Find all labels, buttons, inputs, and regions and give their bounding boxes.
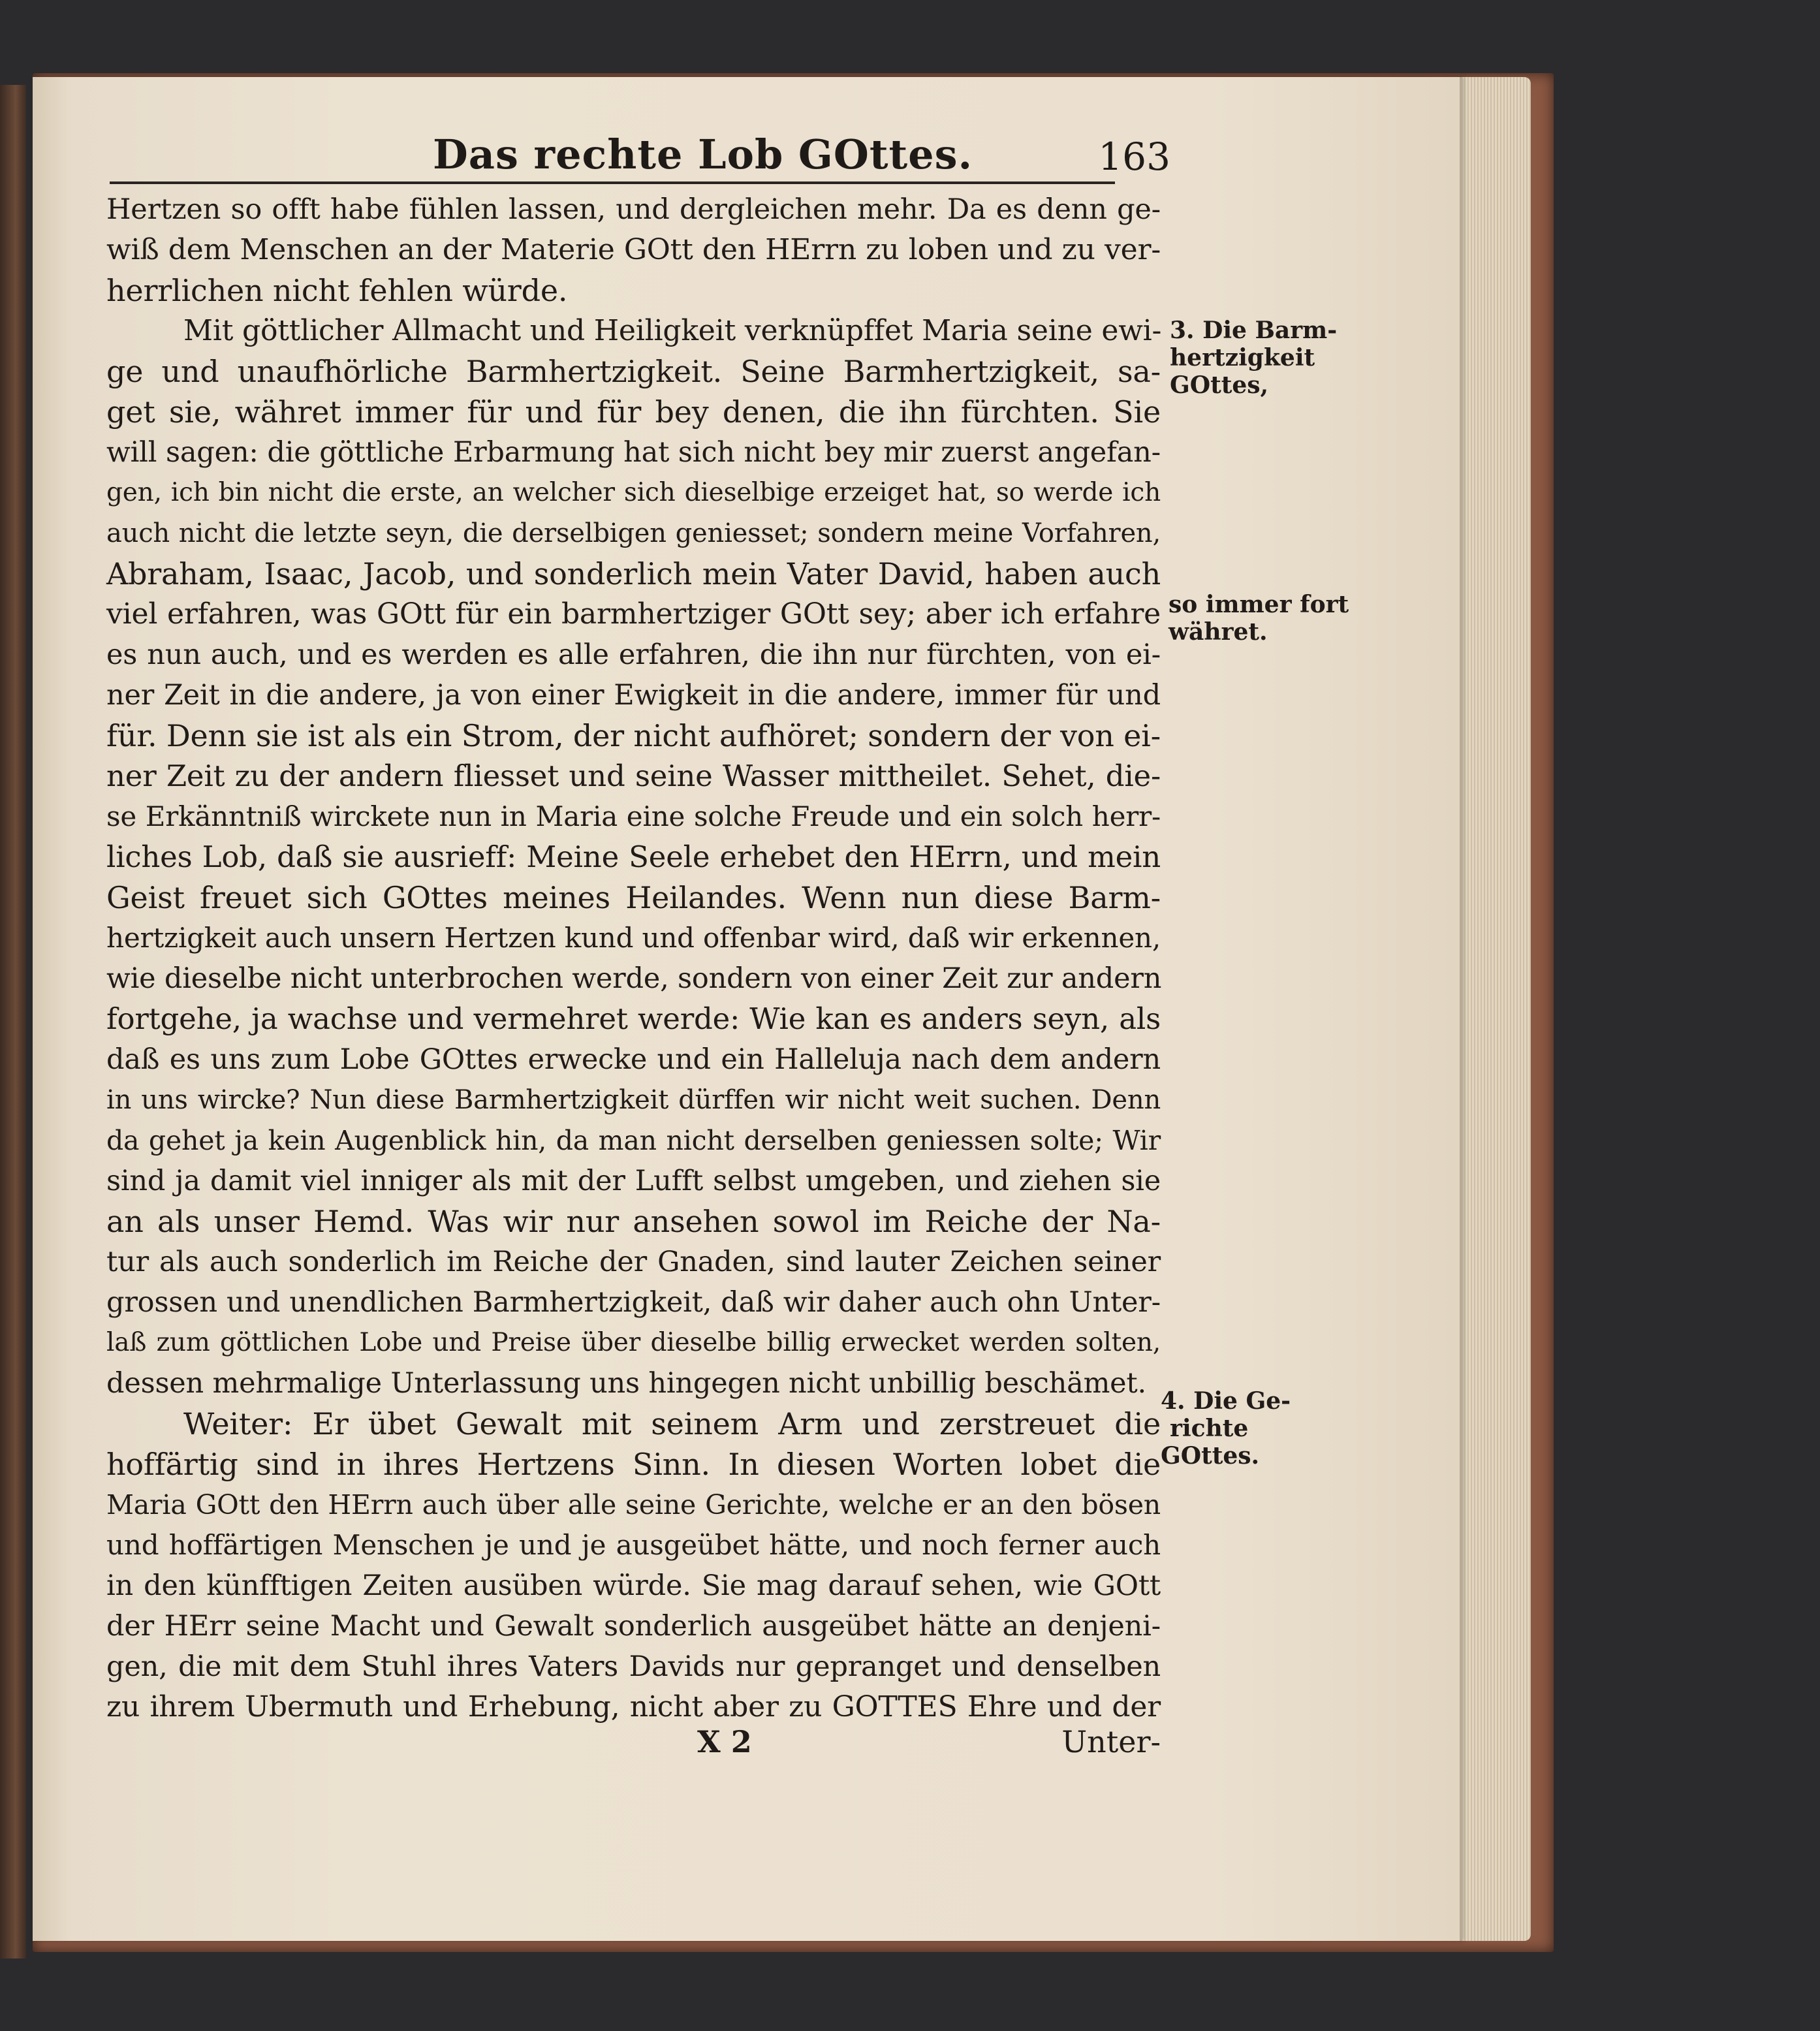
page-footer xyxy=(106,1722,1161,1761)
header-rule xyxy=(110,181,1115,184)
signature-mark: X 2 xyxy=(697,1724,752,1759)
running-head xyxy=(106,131,1170,183)
text-line: da gehet ja kein Augenblick hin, da man nicht derselben geniessen solte; Wir xyxy=(106,1125,1161,1156)
running-head-title: Das rechte Lob GOttes. xyxy=(433,131,973,178)
text-line: Maria GOtt den HErrn auch über alle seine Gerichte, welche er an den bösen xyxy=(106,1489,1161,1520)
text-line: fortgehe, ja wachse und vermehret werde: Wie kan es anders seyn, als xyxy=(106,1001,1161,1036)
margin-note-line: GOttes, xyxy=(1170,371,1269,399)
text-line: zu ihrem Ubermuth und Erhebung, nicht aber zu GOTTES Ehre und der xyxy=(106,1690,1161,1724)
text-line: hoffärtig sind in ihres Hertzens Sinn. In diesen Worten lobet die xyxy=(106,1447,1161,1482)
margin-note-line: 3. Die Barm- xyxy=(1170,317,1338,344)
margin-note-line: so immer fort xyxy=(1169,591,1349,618)
text-line: herrlichen nicht fehlen würde. xyxy=(106,273,568,308)
margin-note-line: hertzigkeit xyxy=(1170,344,1315,371)
text-line: der HErr seine Macht und Gewalt sonderlich ausgeübet hätte an denjeni- xyxy=(106,1610,1161,1643)
text-line: Geist freuet sich GOttes meines Heilandes. Wenn nun diese Barm- xyxy=(106,880,1161,915)
text-line: wie dieselbe nicht unterbrochen werde, sondern von einer Zeit zur andern xyxy=(106,962,1162,995)
margin-note-line: 4. Die Ge- xyxy=(1161,1387,1291,1415)
text-line: will sagen: die göttliche Erbarmung hat sich nicht bey mir zuerst angefan- xyxy=(106,436,1161,469)
text-line: auch nicht die letzte seyn, die derselbigen geniesset; sondern meine Vorfahren, xyxy=(106,518,1161,548)
margin-note-line: richte xyxy=(1170,1415,1249,1442)
text-line: wiß dem Menschen an der Materie GOtt den HErrn zu loben und zu ver- xyxy=(106,233,1161,266)
text-line: es nun auch, und es werden es alle erfahren, die ihn nur fürchten, von ei- xyxy=(106,638,1161,671)
text-line: daß es uns zum Lobe GOttes erwecke und ein Halleluja nach dem andern xyxy=(106,1043,1161,1076)
text-line: Hertzen so offt habe fühlen lassen, und dergleichen mehr. Da es denn ge- xyxy=(106,193,1161,226)
margin-note-barmhertzigkeit xyxy=(1170,317,1337,399)
text-line: und hoffärtigen Menschen je und je ausgeübet hätte, und noch ferner auch xyxy=(106,1529,1161,1561)
text-line: Abraham, Isaac, Jacob, und sonderlich mein Vater David, haben auch xyxy=(106,556,1161,591)
text-line: liches Lob, daß sie ausrieff: Meine Seele erhebet den HErrn, und mein xyxy=(106,840,1161,874)
margin-note-gerichte xyxy=(1161,1387,1291,1470)
text-line: für. Denn sie ist als ein Strom, der nicht aufhöret; sondern der von ei- xyxy=(106,718,1161,753)
text-line: ner Zeit in die andere, ja von einer Ewigkeit in die andere, immer für und xyxy=(106,679,1161,712)
text-line: in uns wircke? Nun diese Barmhertzigkeit dürffen wir nicht weit suchen. Denn xyxy=(106,1085,1161,1115)
text-line: gen, die mit dem Stuhl ihres Vaters Davids nur gepranget und denselben xyxy=(106,1650,1161,1683)
text-line: get sie, währet immer für und für bey denen, die ihn fürchten. Sie xyxy=(106,394,1161,430)
book-binding-left xyxy=(0,85,26,1959)
margin-note-line: währet. xyxy=(1169,618,1268,646)
margin-note-immer-fort xyxy=(1169,591,1349,646)
text-line: viel erfahren, was GOtt für ein barmhertziger GOtt sey; aber ich erfahre xyxy=(106,597,1161,631)
text-line: laß zum göttlichen Lobe und Preise über dieselbe billig erwecket werden solten, xyxy=(106,1328,1161,1357)
text-line: sind ja damit viel inniger als mit der Lufft selbst umgeben, und ziehen sie xyxy=(106,1165,1161,1197)
text-line: ge und unaufhörliche Barmhertzigkeit. Seine Barmhertzigkeit, sa- xyxy=(106,354,1161,389)
text-line: dessen mehrmalige Unterlassung uns hingegen nicht unbillig beschämet. xyxy=(106,1367,1146,1400)
text-line: Mit göttlicher Allmacht und Heiligkeit verknüpffet Maria seine ewi- xyxy=(183,314,1162,347)
text-line: ner Zeit zu der andern fliesset und seine Wasser mittheilet. Sehet, die- xyxy=(106,759,1161,793)
text-line: hertzigkeit auch unsern Hertzen kund und offenbar wird, daß wir erkennen, xyxy=(106,922,1161,954)
margin-note-line: GOttes. xyxy=(1161,1442,1260,1470)
text-line: tur als auch sonderlich im Reiche der Gnaden, sind lauter Zeichen seiner xyxy=(106,1246,1161,1278)
text-line: an als unser Hemd. Was wir nur ansehen sowol im Reiche der Na- xyxy=(106,1204,1161,1239)
text-line: Weiter: Er übet Gewalt mit seinem Arm und zerstreuet die xyxy=(183,1406,1161,1441)
text-line: in den künfftigen Zeiten ausüben würde. Sie mag darauf sehen, wie GOtt xyxy=(106,1569,1161,1602)
catchword: Unter- xyxy=(1061,1724,1161,1759)
page-number: 163 xyxy=(1098,134,1170,179)
text-line: grossen und unendlichen Barmhertzigkeit, daß wir daher auch ohn Unter- xyxy=(106,1286,1161,1319)
text-line: se Erkänntniß wirckete nun in Maria eine solche Freude und ein solch herr- xyxy=(106,800,1161,832)
page-edges xyxy=(1452,77,1531,1941)
text-line: gen, ich bin nicht die erste, an welcher sich dieselbige erzeiget hat, so werde ich xyxy=(106,478,1161,507)
